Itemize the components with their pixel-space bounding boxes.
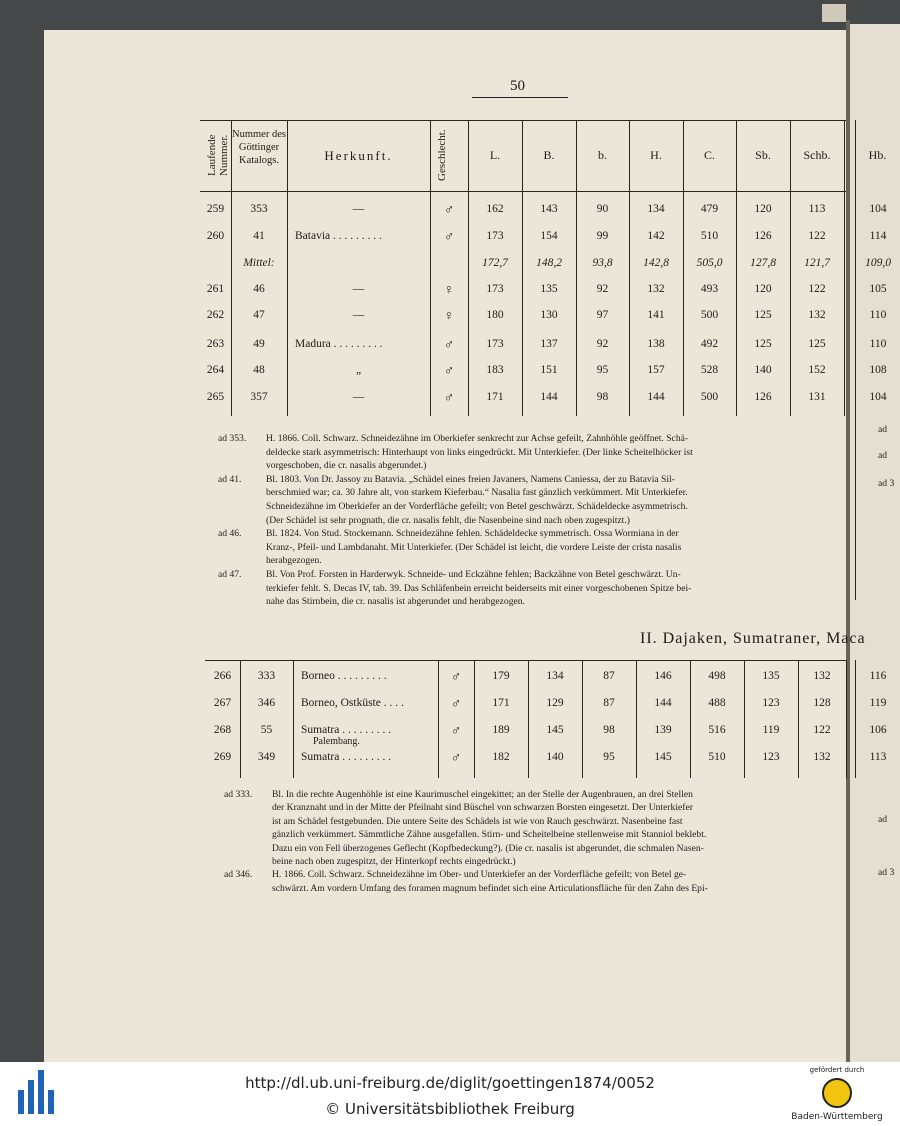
cell-herkunft: — bbox=[352, 283, 365, 295]
cell-b: 87 bbox=[603, 697, 615, 709]
cell-schb: 128 bbox=[813, 697, 831, 709]
cell-n: 268 bbox=[213, 724, 232, 736]
cell-b: 97 bbox=[596, 309, 609, 321]
column-header-laufende: Laufende Nummer. bbox=[206, 134, 230, 177]
cell-n: 259 bbox=[206, 203, 225, 215]
cell-herkunft: „ bbox=[355, 364, 362, 376]
cell-sex: ♂ bbox=[443, 391, 455, 406]
right-page-ad: ad bbox=[878, 450, 888, 461]
cell-sb: 126 bbox=[754, 391, 772, 403]
cell-c: 488 bbox=[708, 697, 726, 709]
cell-l: 171 bbox=[486, 391, 504, 403]
note-line: Bl. In die rechte Augenhöhle ist eine Kaurimuschel eingekittet; an der Stelle der Augenbrauen, an drei Stellen bbox=[272, 789, 693, 800]
table-rule bbox=[846, 660, 847, 778]
cell-herkunft: — bbox=[352, 391, 365, 403]
cell-sex: ♂ bbox=[443, 230, 455, 245]
cell-hb: 110 bbox=[869, 309, 887, 321]
cell-herkunft: Madura . . . . . . . . . bbox=[295, 338, 383, 350]
cell-n: 264 bbox=[206, 364, 225, 376]
page-number-rule bbox=[472, 97, 568, 98]
cell-h: 144 bbox=[647, 391, 665, 403]
cell-b: 144 bbox=[540, 391, 558, 403]
note-line: Bl. Von Prof. Forsten in Harderwyk. Schneide- und Eckzähne fehlen; Backzähne von Betel geschwärzt. Un- bbox=[266, 569, 681, 580]
note-line: Kranz-, Pfeil- und Lambdanaht. Mit Unterkiefer. (Der Schädel ist leicht, die vordere Leiste der crista nasalis bbox=[266, 541, 682, 553]
note-line: beine nach oben zugespitzt, der Hinterkopf rechts eingedrückt.) bbox=[272, 856, 516, 867]
note-line: berschmied war; ca. 30 Jahre alt, von starkem Kieferbau.“ Nasalia fast gänzlich verkümmert. Mit Unterkiefer. bbox=[266, 487, 688, 499]
note-ref: ad 46. bbox=[218, 528, 242, 540]
table-rule bbox=[200, 191, 846, 192]
column-header-schb: Schb. bbox=[803, 148, 831, 162]
column-header-geschlecht: Geschlecht. bbox=[436, 129, 448, 182]
note-line: deldecke stark asymmetrisch: Hinterhaupt von links eingedrückt. Mit Unterkiefer. (Der linke Scheitelhöcker ist bbox=[266, 446, 693, 458]
column-header-hb: Hb. bbox=[868, 148, 887, 162]
section-title bbox=[640, 630, 866, 648]
note-line: terkiefer fehlt. S. Decas IV, tab. 39. Das Schläfenbein erreicht beiderseits mit einer vorgeschobenen Spitze bei- bbox=[266, 582, 692, 594]
cell-herkunft: Batavia . . . . . . . . . bbox=[295, 230, 382, 242]
cell-c: 505,0 bbox=[696, 257, 723, 269]
cell-b: 148,2 bbox=[536, 257, 562, 269]
cell-h: 134 bbox=[647, 203, 665, 215]
note-ref: ad 333. bbox=[224, 789, 253, 800]
cell-b: 135 bbox=[540, 283, 558, 295]
cell-sb: 127,8 bbox=[750, 257, 776, 269]
cell-b: 90 bbox=[596, 203, 609, 215]
note-line: ist am Schädel festgebunden. Die untere Seite des Schädels ist wie von Rauch geschwärzt. Nasenbeine fast bbox=[272, 815, 683, 827]
cell-schb: 125 bbox=[808, 338, 826, 350]
table-rule bbox=[855, 120, 856, 600]
table-rule bbox=[200, 120, 846, 121]
cell-sb: 123 bbox=[762, 751, 780, 763]
note-line: Bl. 1824. Von Stud. Stockemann. Schneidezähne fehlen. Schädeldecke symmetrisch. Ossa Wormiana in der bbox=[266, 528, 679, 540]
cell-b: 87 bbox=[603, 670, 615, 682]
column-header-b: B. bbox=[543, 148, 555, 162]
cell-l: 172,7 bbox=[482, 257, 508, 269]
cell-schb: 122 bbox=[808, 283, 826, 295]
cell-schb: 122 bbox=[813, 724, 831, 736]
cell-l: 183 bbox=[486, 364, 504, 376]
cell-kat: 357 bbox=[250, 391, 268, 403]
cell-hb: 106 bbox=[869, 724, 887, 736]
note-line: H. 1866. Coll. Schwarz. Schneidezähne im Ober- und Unterkiefer an der Vorderfläche gefeilt; von Betel ge- bbox=[272, 869, 687, 881]
right-page-ad: ad 3 bbox=[878, 478, 895, 489]
cell-schb: 132 bbox=[813, 751, 831, 763]
cell-c: 493 bbox=[700, 283, 719, 295]
cell-schb: 152 bbox=[808, 364, 826, 376]
note-ref: ad 346. bbox=[224, 869, 253, 881]
cell-herkunft-sub: Palembang. bbox=[313, 736, 360, 747]
cell-hb: 116 bbox=[869, 670, 887, 682]
cell-hb: 114 bbox=[869, 230, 887, 242]
cell-c: 528 bbox=[700, 364, 719, 376]
cell-b: 98 bbox=[596, 391, 609, 403]
cell-b: 95 bbox=[603, 751, 615, 763]
cell-herkunft: Sumatra . . . . . . . . . bbox=[301, 724, 392, 736]
cell-kat: 46 bbox=[253, 283, 265, 295]
cell-n: 267 bbox=[213, 697, 232, 709]
cell-hb: 110 bbox=[869, 338, 887, 350]
cell-sex: ♂ bbox=[450, 670, 462, 685]
cell-l: 182 bbox=[492, 751, 510, 763]
cell-b: 140 bbox=[546, 751, 564, 763]
cell-sb: 119 bbox=[762, 724, 780, 736]
cell-h: 144 bbox=[654, 697, 672, 709]
cell-kat: 346 bbox=[257, 697, 276, 709]
cell-kat: 353 bbox=[250, 203, 268, 215]
cell-kat: 349 bbox=[257, 751, 276, 763]
note-line: (Der Schädel ist sehr prognath, die cr. nasalis fehlt, die Nasenbeine sind nach oben zugespitzt.) bbox=[266, 514, 630, 526]
cell-l: 189 bbox=[492, 724, 510, 736]
cell-c: 510 bbox=[708, 751, 726, 763]
cell-n: 261 bbox=[206, 283, 225, 295]
cell-sex: ♀ bbox=[443, 309, 455, 324]
column-header-sb: Sb. bbox=[755, 148, 771, 162]
copyright-text: © Universitätsbibliothek Freiburg bbox=[325, 1100, 575, 1118]
page-number: 50 bbox=[510, 78, 525, 94]
cell-kat: Mittel: bbox=[243, 257, 275, 269]
state-seal-icon bbox=[822, 1078, 852, 1108]
column-header-h: H. bbox=[650, 148, 662, 162]
cell-l: 179 bbox=[492, 670, 510, 682]
cell-hb: 109,0 bbox=[865, 257, 891, 269]
column-header-nummer: Nummer des Göttinger Katalogs. bbox=[232, 129, 286, 166]
cell-sex: ♂ bbox=[450, 724, 462, 739]
cell-sex: ♂ bbox=[443, 364, 455, 379]
note-ref: ad 47. bbox=[218, 569, 242, 580]
cell-sb: 126 bbox=[754, 230, 772, 242]
sponsor-bottom-text: Baden-Württemberg bbox=[791, 1112, 883, 1122]
note-line: H. 1866. Coll. Schwarz. Schneidezähne im Oberkiefer senkrecht zur Achse gefeilt, Zahnhöhle geöffnet. Schä- bbox=[266, 433, 689, 444]
cell-b: 134 bbox=[546, 670, 564, 682]
cell-b: 145 bbox=[546, 724, 564, 736]
note-line: herabgezogen. bbox=[266, 555, 322, 567]
cell-sb: 125 bbox=[754, 309, 772, 321]
cell-h: 145 bbox=[654, 751, 672, 763]
note-line: Dazu ein von Fell überzogenes Geflecht (Kopfbedeckung?). (Die cr. nasalis ist abgerundet, die schmalen Nasen- bbox=[272, 842, 704, 854]
cell-b: 143 bbox=[540, 203, 558, 215]
cell-hb: 104 bbox=[869, 391, 887, 403]
column-header-b: b. bbox=[598, 148, 607, 162]
column-header-c: C. bbox=[703, 148, 715, 162]
cell-c: 516 bbox=[708, 724, 726, 736]
cell-h: 142,8 bbox=[643, 257, 669, 269]
cell-kat: 55 bbox=[260, 724, 273, 736]
note-line: der Kranznaht und in der Mitte der Pfeilnaht sind Büschel von schwarzen Borsten eingesetzt. Der Unterkiefer bbox=[272, 802, 693, 814]
cell-l: 171 bbox=[492, 697, 510, 709]
cell-b: 95 bbox=[596, 364, 609, 376]
cell-hb: 104 bbox=[869, 203, 887, 215]
cell-h: 142 bbox=[647, 230, 665, 242]
cell-kat: 333 bbox=[257, 670, 276, 682]
cell-sb: 120 bbox=[754, 283, 772, 295]
cell-kat: 48 bbox=[253, 364, 265, 376]
right-page-ad: ad bbox=[878, 814, 888, 825]
cell-b: 92 bbox=[596, 338, 609, 350]
cell-l: 173 bbox=[486, 283, 504, 295]
cell-sb: 135 bbox=[762, 670, 780, 682]
cell-h: 132 bbox=[647, 283, 665, 295]
cell-sb: 125 bbox=[754, 338, 772, 350]
section-title-cut-text: Maca bbox=[826, 630, 866, 647]
cell-l: 162 bbox=[486, 203, 504, 215]
cell-h: 138 bbox=[647, 338, 665, 350]
note-line: Bl. 1803. Von Dr. Jassoy zu Batavia. „Schädel eines freien Javaners, Namens Caniessa, der zu Batavia Sil- bbox=[266, 473, 675, 485]
cell-c: 498 bbox=[708, 670, 726, 682]
cell-schb: 132 bbox=[813, 670, 831, 682]
note-line: nahe das Stirnbein, die cr. nasalis ist abgerundet und herabgezogen. bbox=[266, 596, 525, 608]
cell-herkunft: Borneo . . . . . . . . . bbox=[301, 670, 387, 682]
cell-h: 157 bbox=[647, 364, 665, 376]
cell-b: 92 bbox=[596, 283, 609, 295]
cell-l: 173 bbox=[486, 338, 504, 350]
cell-hb: 113 bbox=[869, 751, 887, 763]
cell-b: 130 bbox=[540, 309, 558, 321]
cell-sex: ♂ bbox=[443, 338, 455, 353]
sponsor-block bbox=[782, 1066, 892, 1124]
cell-n: 269 bbox=[213, 751, 232, 763]
cell-sex: ♂ bbox=[443, 203, 455, 218]
cell-schb: 131 bbox=[808, 391, 826, 403]
sponsor-top-text: gefördert durch bbox=[809, 1066, 865, 1074]
cell-b: 129 bbox=[546, 697, 564, 709]
table-rule bbox=[205, 660, 846, 661]
note-line: schwärzt. Am vordern Umfang des foramen magnum befindet sich eine Articulationsfläche für den Zahn des Epi- bbox=[272, 882, 708, 894]
cell-n: 260 bbox=[206, 230, 225, 242]
note-ref: ad 41. bbox=[218, 473, 242, 485]
cell-kat: 41 bbox=[253, 230, 265, 242]
viewer-footer bbox=[0, 1062, 900, 1126]
cell-kat: 47 bbox=[253, 309, 265, 321]
note-line: vorgeschoben, die cr. nasalis abgerundet.) bbox=[266, 460, 427, 472]
cell-sex: ♂ bbox=[450, 751, 462, 766]
note-ref: ad 353. bbox=[218, 433, 247, 444]
cell-sb: 140 bbox=[754, 364, 772, 376]
cell-c: 479 bbox=[700, 203, 719, 215]
cell-n: 266 bbox=[213, 670, 232, 682]
cell-b: 93,8 bbox=[592, 257, 613, 269]
document-url-link[interactable]: http://dl.ub.uni-freiburg.de/diglit/goettingen1874/0052 bbox=[245, 1074, 655, 1092]
column-header-herkunft: Herkunft. bbox=[324, 148, 393, 163]
cell-sb: 123 bbox=[762, 697, 780, 709]
cell-c: 492 bbox=[700, 338, 719, 350]
cell-hb: 108 bbox=[869, 364, 887, 376]
cell-c: 500 bbox=[700, 309, 719, 321]
section-title-text: II. Dajaken, Sumatraner, bbox=[640, 630, 822, 647]
cell-herkunft: Sumatra . . . . . . . . . bbox=[301, 751, 392, 763]
cell-herkunft: — bbox=[352, 309, 365, 321]
table-rule bbox=[844, 120, 845, 416]
cell-herkunft: Borneo, Ostküste . . . . bbox=[301, 697, 404, 709]
next-page-edge bbox=[850, 24, 900, 1062]
cell-b: 154 bbox=[540, 230, 558, 242]
cell-hb: 105 bbox=[869, 283, 887, 295]
cell-h: 146 bbox=[654, 670, 672, 682]
cell-sex: ♀ bbox=[443, 283, 455, 298]
cell-n: 263 bbox=[206, 338, 225, 350]
cell-sb: 120 bbox=[754, 203, 772, 215]
note-line: gänzlich verkümmert. Sämmtliche Zähne ausgefallen. Stirn- und Scheitelbeine stellenweise mit Stanniol beklebt. bbox=[272, 829, 707, 841]
cell-b: 151 bbox=[540, 364, 558, 376]
cell-l: 173 bbox=[486, 230, 504, 242]
cell-schb: 132 bbox=[808, 309, 826, 321]
table-rule bbox=[293, 660, 294, 778]
page-corner bbox=[822, 4, 846, 22]
cell-n: 262 bbox=[206, 309, 225, 321]
cell-schb: 121,7 bbox=[804, 257, 830, 269]
cell-herkunft: — bbox=[352, 203, 365, 215]
cell-sex: ♂ bbox=[450, 697, 462, 712]
cell-c: 500 bbox=[700, 391, 719, 403]
cell-kat: 49 bbox=[253, 338, 265, 350]
cell-h: 139 bbox=[654, 724, 672, 736]
cell-c: 510 bbox=[700, 230, 719, 242]
cell-schb: 122 bbox=[808, 230, 826, 242]
cell-b: 137 bbox=[540, 338, 558, 350]
cell-h: 141 bbox=[647, 309, 665, 321]
cell-b: 98 bbox=[603, 724, 615, 736]
column-header-l: L. bbox=[489, 148, 501, 162]
right-page-ad: ad 3 bbox=[878, 867, 895, 878]
note-line: Schneidezähne im Oberkiefer an der Vorderfläche gefeilt; von Betel geschwärzt. Schädeldecke asymmetrisch. bbox=[266, 501, 688, 512]
cell-n: 265 bbox=[206, 391, 225, 403]
cell-l: 180 bbox=[486, 309, 504, 321]
cell-hb: 119 bbox=[869, 697, 887, 709]
right-page-ad: ad bbox=[878, 424, 888, 435]
cell-b: 99 bbox=[596, 230, 609, 242]
cell-schb: 113 bbox=[808, 203, 826, 215]
